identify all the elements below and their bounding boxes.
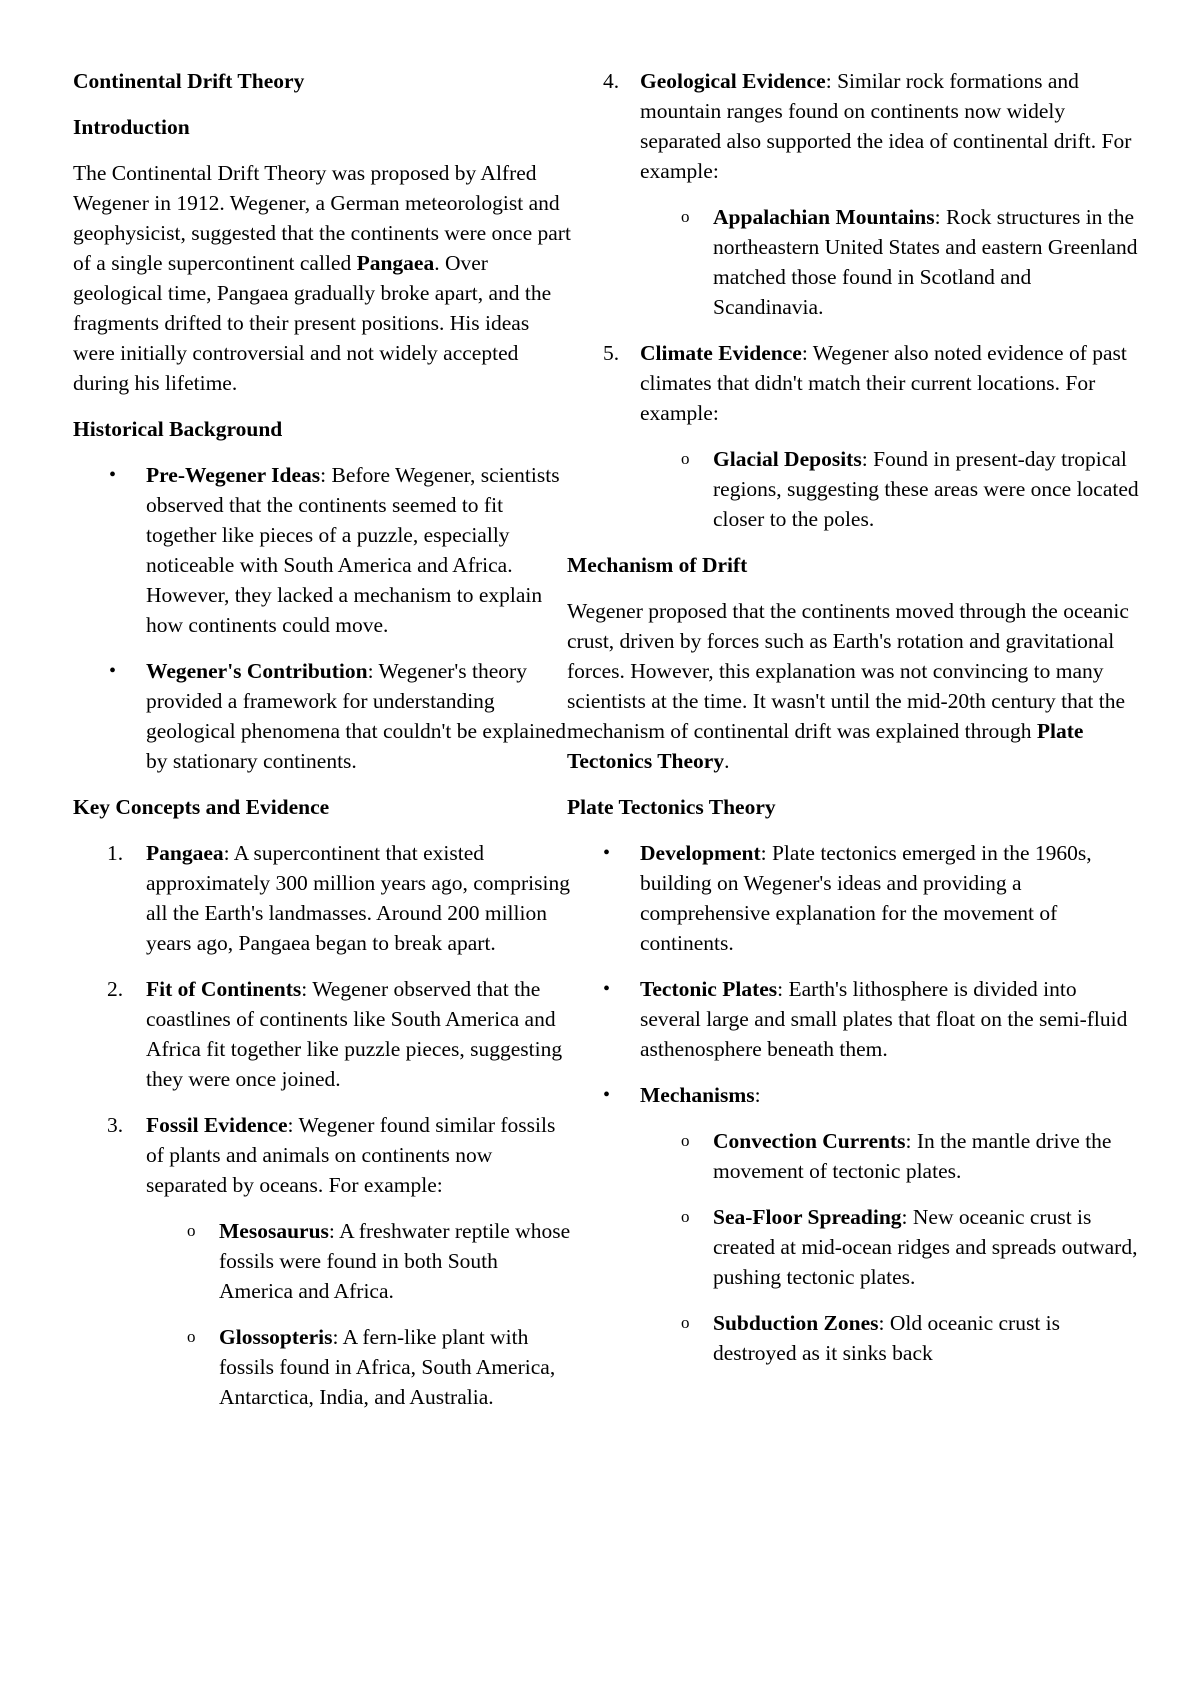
list-item: • Mechanisms: — [567, 1080, 1140, 1110]
circle-bullet-icon: o — [187, 1327, 196, 1346]
circle-bullet-icon: o — [187, 1221, 196, 1240]
mechanism-heading: Mechanism of Drift — [567, 553, 748, 577]
sub-list-item: o Appalachian Mountains: Rock structures in the northeastern United States and eastern Greenland matched those found in Scotland and Scandinavia. — [567, 202, 1140, 322]
right-column — [567, 66, 1140, 1384]
historical-background-heading: Historical Background — [73, 417, 283, 441]
circle-bullet-icon: o — [681, 1131, 690, 1150]
sub-list-item: o Convection Currents: In the mantle drive the movement of tectonic plates. — [567, 1126, 1140, 1186]
list-item: • Pre-Wegener Ideas: Before Wegener, scientists observed that the continents seemed to fit together like pieces of a puzzle, especially noticeable with South America and Africa. However, they lacked a mechanism to explain how continents could move. — [73, 460, 573, 640]
circle-bullet-icon: o — [681, 207, 690, 226]
list-item: • Tectonic Plates: Earth's lithosphere is divided into several large and small plates that float on the semi-fluid asthenosphere beneath them. — [567, 974, 1140, 1064]
bullet-icon: • — [603, 978, 611, 1000]
bullet-icon: • — [603, 842, 611, 864]
key-concepts-heading: Key Concepts and Evidence — [73, 795, 330, 819]
introduction-heading: Introduction — [73, 115, 190, 139]
list-item: 2. Fit of Continents: Wegener observed that the coastlines of continents like South America and Africa fit together like puzzle pieces, suggesting they were once joined. — [107, 977, 563, 1091]
list-item: • Development: Plate tectonics emerged in the 1960s, building on Wegener's ideas and providing a comprehensive explanation for the movement of continents. — [567, 838, 1140, 958]
list-item: 5. Climate Evidence: Wegener also noted evidence of past climates that didn't match their current locations. For example: — [603, 341, 1127, 425]
document-title: Continental Drift Theory — [73, 69, 305, 93]
list-item: 1. Pangaea: A supercontinent that existed approximately 300 million years ago, comprising all the Earth's landmasses. Around 200 million years ago, Pangaea began to break apart. — [107, 841, 570, 955]
left-column — [73, 66, 573, 1428]
sub-list-item: o Subduction Zones: Old oceanic crust is destroyed as it sinks back — [567, 1308, 1140, 1368]
bullet-icon: • — [603, 1084, 611, 1106]
circle-bullet-icon: o — [681, 1313, 690, 1332]
list-item: • Wegener's Contribution: Wegener's theory provided a framework for understanding geological phenomena that couldn't be explained by stationary continents. — [73, 656, 573, 776]
sub-list-item: o Sea-Floor Spreading: New oceanic crust is created at mid-ocean ridges and spreads outward, pushing tectonic plates. — [567, 1202, 1140, 1292]
mechanism-paragraph: Wegener proposed that the continents moved through the oceanic crust, driven by forces such as Earth's rotation and gravitational forces. However, this explanation was not convincing to many scientists at the time. It wasn't until the mid-20th century that the mechanism of continental drift was explained through Plate Tectonics Theory. — [567, 599, 1129, 773]
list-item: 4. Geological Evidence: Similar rock formations and mountain ranges found on continents now widely separated also supported the idea of continental drift. For example: — [603, 69, 1132, 183]
introduction-paragraph: The Continental Drift Theory was proposed by Alfred Wegener in 1912. Wegener, a German meteorologist and geophysicist, suggested that the continents were once part of a single supercontinent called Pangaea. Over geological time, Pangaea gradually broke apart, and the fragments drifted to their present positions. His ideas were initially controversial and not widely accepted during his lifetime. — [73, 161, 571, 395]
plate-tectonics-heading: Plate Tectonics Theory — [567, 795, 776, 819]
sub-list-item: o Glacial Deposits: Found in present-day tropical regions, suggesting these areas were once located closer to the poles. — [567, 444, 1140, 534]
list-item: 3. Fossil Evidence: Wegener found similar fossils of plants and animals on continents now separated by oceans. For example: — [107, 1113, 556, 1197]
circle-bullet-icon: o — [681, 1207, 690, 1226]
bullet-icon: • — [109, 464, 117, 486]
bullet-icon: • — [109, 660, 117, 682]
circle-bullet-icon: o — [681, 449, 690, 468]
sub-list-item: o Glossopteris: A fern-like plant with fossils found in Africa, South America, Antarctica, India, and Australia. — [73, 1322, 573, 1412]
sub-list-item: o Mesosaurus: A freshwater reptile whose fossils were found in both South America and Africa. — [73, 1216, 573, 1306]
